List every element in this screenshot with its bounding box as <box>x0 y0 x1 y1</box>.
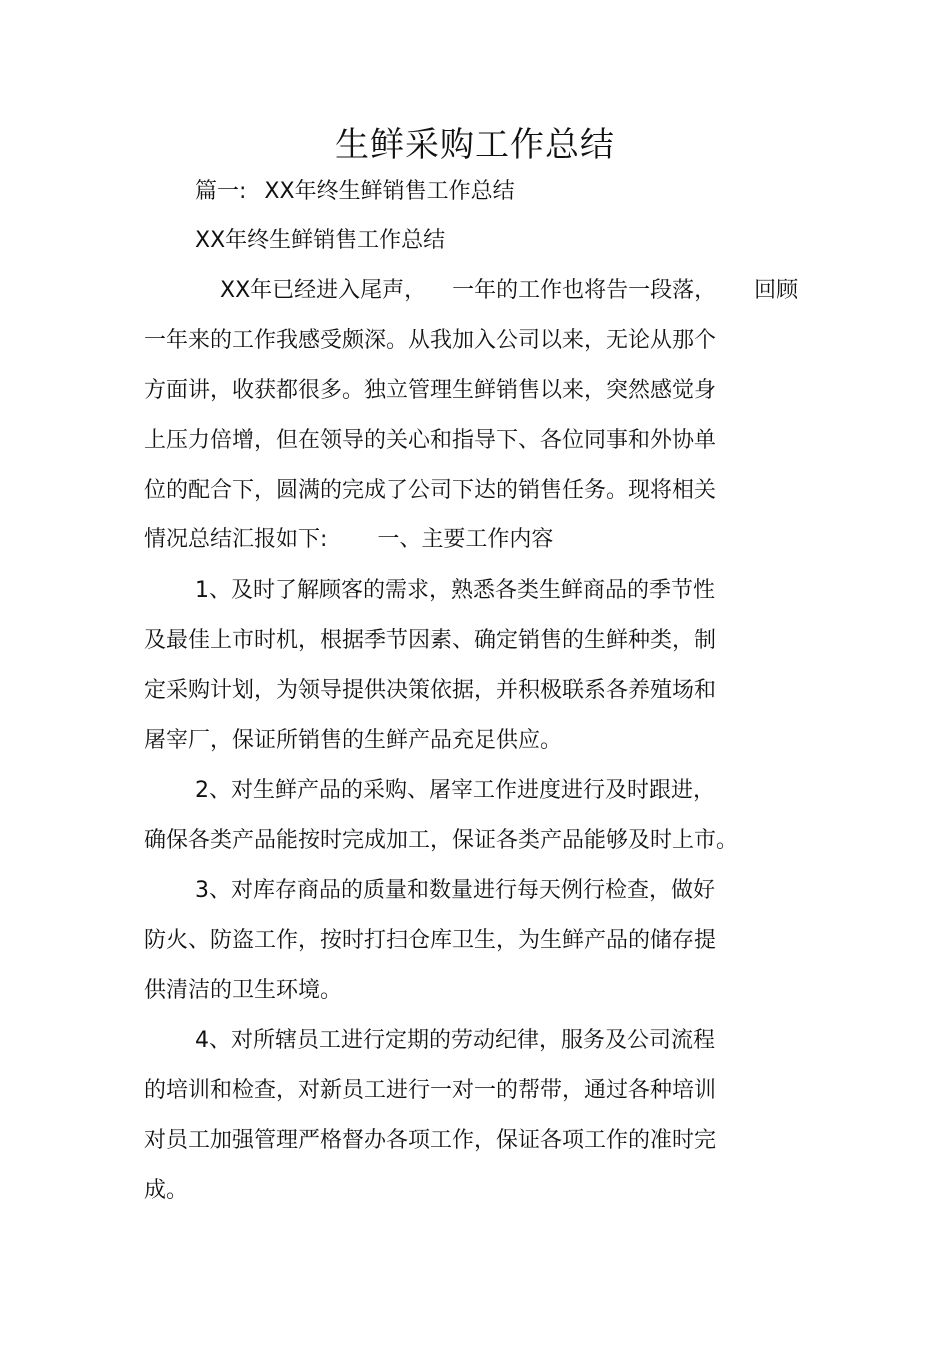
subtitle-line: XX年终生鲜销售工作总结 <box>195 228 446 253</box>
text-segment: 一年的工作也将告一段落， <box>452 278 717 303</box>
text-segment: 情况总结汇报如下: <box>144 527 328 552</box>
paragraph-line: 确保各类产品能按时完成加工，保证各类产品能够及时上市。 <box>144 828 739 853</box>
paragraph-line: 的培训和检查，对新员工进行一对一的帮带，通过各种培训 <box>144 1078 717 1103</box>
list-item-3: 3、对库存商品的质量和数量进行每天例行检查，做好 <box>195 878 715 903</box>
paragraph-line: 成。 <box>144 1178 189 1203</box>
paragraph-line: 位的配合下，圆满的完成了公司下达的销售任务。现将相关 <box>144 478 717 503</box>
document-title: 生鲜采购工作总结 <box>335 125 615 165</box>
list-item-1: 1、及时了解顾客的需求，熟悉各类生鲜商品的季节性 <box>195 578 715 603</box>
section-heading <box>195 177 515 207</box>
paragraph-line: 一年来的工作我感受颇深。从我加入公司以来，无论从那个 <box>144 328 717 353</box>
paragraph-line: 供清洁的卫生环境。 <box>144 978 343 1003</box>
paragraph-line: 及最佳上市时机，根据季节因素、确定销售的生鲜种类，制 <box>144 628 717 653</box>
paragraph-line <box>144 525 553 555</box>
list-item-2: 2、对生鲜产品的采购、屠宰工作进度进行及时跟进， <box>195 778 715 803</box>
section-heading-main-work: 一、主要工作内容 <box>377 527 554 552</box>
paragraph-line: 屠宰厂，保证所销售的生鲜产品充足供应。 <box>144 728 563 753</box>
text-segment: XX年已经进入尾声， <box>220 278 427 303</box>
paragraph-line: 方面讲，收获都很多。独立管理生鲜销售以来，突然感觉身 <box>144 378 717 403</box>
paragraph-line: 上压力倍增，但在领导的关心和指导下、各位同事和外协单 <box>144 428 717 453</box>
paragraph-line: 定采购计划，为领导提供决策依据，并积极联系各养殖场和 <box>144 678 717 703</box>
section-title: XX年终生鲜销售工作总结 <box>264 179 515 204</box>
text-segment: 回顾 <box>754 278 799 303</box>
paragraph-line: 防火、防盗工作，按时打扫仓库卫生，为生鲜产品的储存提 <box>144 928 717 953</box>
section-label: 篇一: <box>195 179 247 204</box>
paragraph-line: 对员工加强管理严格督办各项工作，保证各项工作的准时完 <box>144 1128 717 1153</box>
paragraph-line <box>220 276 798 306</box>
list-item-4: 4、对所辖员工进行定期的劳动纪律，服务及公司流程 <box>195 1028 715 1053</box>
